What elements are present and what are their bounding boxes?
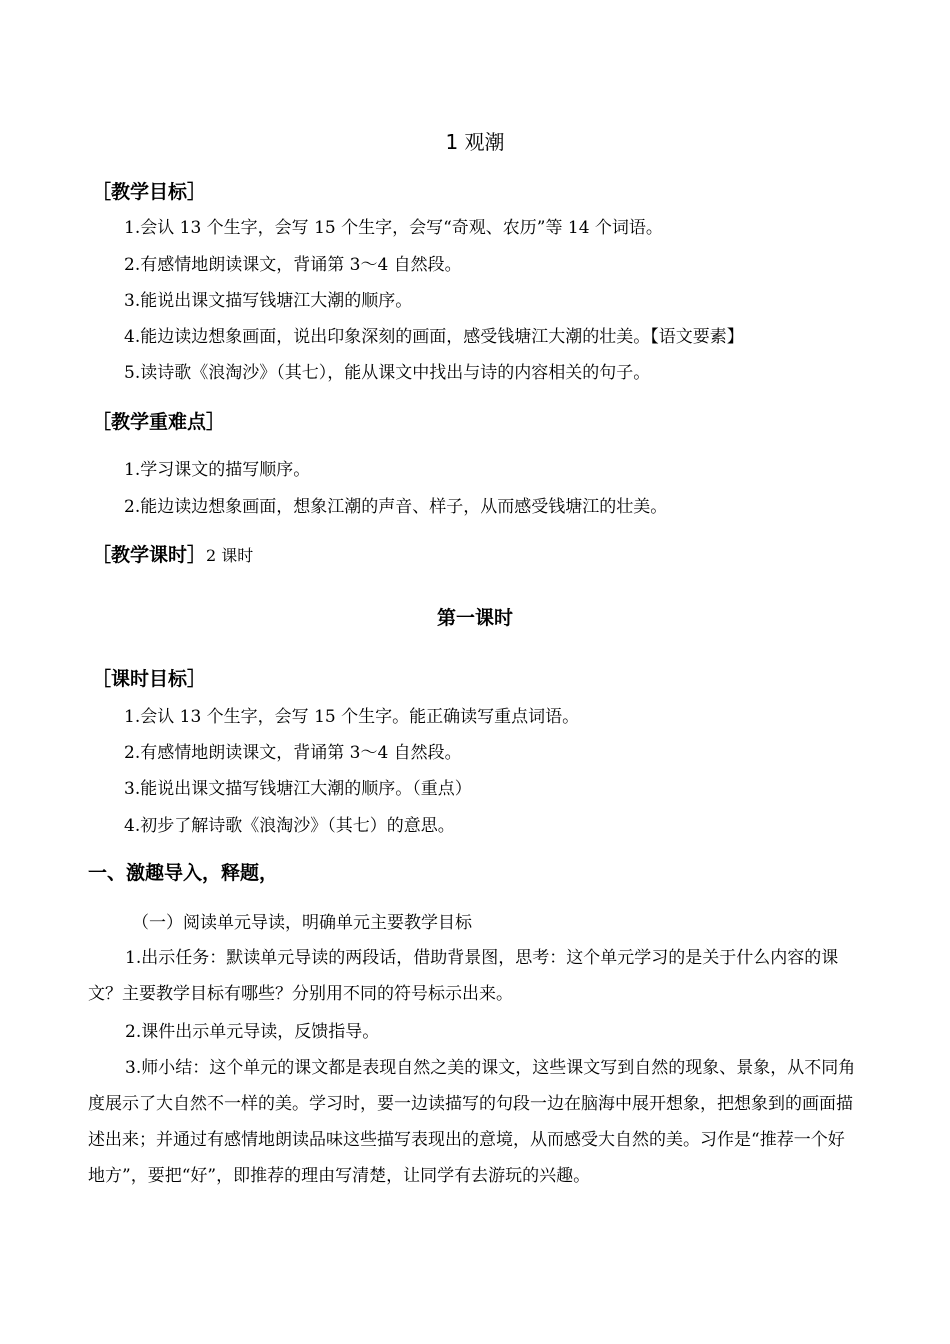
lesson1-goal-item: 4.初步了解诗歌《浪淘沙》（其七）的意思。 bbox=[124, 816, 455, 836]
lesson1-goal-item: 2.有感情地朗读课文，背诵第 3～4 自然段。 bbox=[124, 743, 462, 763]
lesson1-goal-item: 3.能说出课文描写钱塘江大潮的顺序。（重点） bbox=[124, 779, 472, 799]
part1-paragraph-1: 1.出示任务：默读单元导读的两段话，借助背景图，思考：这个单元学习的是关于什么内容的课文？主要教学目标有哪些？分别用不同的符号标示出来。 bbox=[88, 948, 839, 1004]
teaching-goal-item: 4.能边读边想象画面，说出印象深刻的画面，感受钱塘江大潮的壮美。【语文要素】 bbox=[124, 327, 744, 347]
part1-subheading: （一）阅读单元导读，明确单元主要教学目标 bbox=[132, 913, 472, 933]
key-points-heading: ［教学重难点］ bbox=[92, 411, 226, 433]
class-hours-label: ［教学课时］ bbox=[92, 544, 207, 566]
lesson1-goals-heading: ［课时目标］ bbox=[92, 668, 207, 690]
teaching-goal-item: 3.能说出课文描写钱塘江大潮的顺序。 bbox=[124, 291, 413, 311]
key-point-item: 2.能边读边想象画面，想象江潮的声音、样子，从而感受钱塘江的壮美。 bbox=[124, 497, 668, 517]
part1-heading: 一、激趣导入，释题， bbox=[88, 862, 279, 884]
teaching-goals-heading: ［教学目标］ bbox=[92, 181, 207, 203]
teaching-goal-item: 1.会认 13 个生字，会写 15 个生字，会写“奇观、农历”等 14 个词语。 bbox=[124, 218, 663, 238]
part1-paragraph-2: 2.课件出示单元导读，反馈指导。 bbox=[125, 1022, 380, 1042]
teaching-goal-item: 2.有感情地朗读课文，背诵第 3～4 自然段。 bbox=[124, 255, 462, 275]
class-hours-value: 2 课时 bbox=[206, 546, 254, 565]
class-hours-heading bbox=[92, 543, 253, 568]
part1-paragraph-3: 3.师小结：这个单元的课文都是表现自然之美的课文，这些课文写到自然的现象、景象，从不同角度展示了大自然不一样的美。学习时，要一边读描写的句段一边在脑海中展开想象，把想象到的画面描述出来；并通过有感情地朗读品味这些描写表现出的意境，从而感受大自然的美。习作是“推荐一个好地方”，要把“好”，即推荐的理由写清楚，让同学有去游玩的兴趣。 bbox=[88, 1058, 856, 1186]
teaching-goal-item: 5.读诗歌《浪淘沙》（其七），能从课文中找出与诗的内容相关的句子。 bbox=[124, 363, 651, 383]
key-point-item: 1.学习课文的描写顺序。 bbox=[124, 460, 311, 480]
lesson1-goal-item: 1.会认 13 个生字，会写 15 个生字。能正确读写重点词语。 bbox=[124, 707, 580, 727]
page-title: 1 观潮 bbox=[445, 130, 505, 154]
lesson1-heading: 第一课时 bbox=[436, 607, 513, 629]
